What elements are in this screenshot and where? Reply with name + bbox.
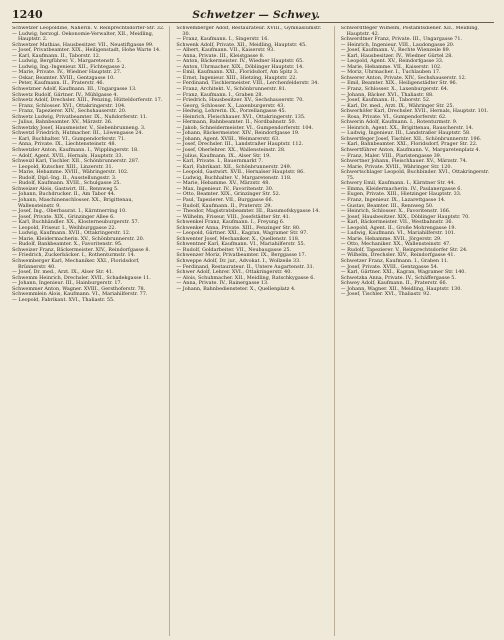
- directory-entry: — Karl, Bäckermeister. VII., Westbahnstr. 36.: [340, 219, 454, 226]
- directory-column-3: [341, 26, 494, 636]
- directory-entry: — Franz, Maler. VIII., Piaristengasse 39.: [340, 152, 442, 159]
- directory-entry: — Georg, Schlosser. X., Laxenburgerstr. 43.: [176, 102, 285, 109]
- directory-entry: — Johann, Agent. XVIII., Weimarerstr. 63.: [176, 135, 280, 142]
- directory-entry: Schwenker Anna, Private. XIII., Penzinger Str. 80.: [176, 224, 301, 231]
- directory-entry: — Marie, Private. XVIII., Währinger Str. 120.: [340, 163, 452, 170]
- directory-entry: — Karl, Buchhalter. VI., Gumpendorferstr. 71.: [12, 135, 126, 142]
- directory-entry: — Leopold, Fabrikant. XVI., Thaliastr. 55.: [12, 296, 115, 303]
- directory-entry: — Gustav, Beamter. III., Rennweg 50.: [340, 202, 434, 209]
- directory-entry: — Oskar, Beamter. XVIII., Gentzgasse 10.: [12, 74, 115, 81]
- directory-entry: — Karl, Private. I., Bauernmarkt 7.: [176, 158, 263, 165]
- directory-entry: — Karl, Bahnbeamter. XXI., Floridsdorf, Prager Str. 22.: [340, 141, 478, 148]
- directory-entry: Schwemmlein Alois, Kaufmann. VI., Mariahilferstr. 77.: [12, 291, 148, 298]
- directory-entry: — Marie, Hebamme. XVII., Jörgerstr. 29.: [340, 235, 442, 242]
- directory-entry: — Hermann, Bahnbeamter. II., Nordbahnstr. 50.: [176, 119, 297, 126]
- directory-entry: — Anna, Private. IV., Rainergasse 13.: [176, 280, 269, 287]
- directory-entry: — Rudolf, Kaufmann. II., Praterstr. 29.: [176, 202, 272, 209]
- directory-entry: — Theodor, Magistratsbeamter. III., Rasumofskygasse 14.: [176, 208, 320, 215]
- directory-entry: — Friedrich, Zuckerbäcker. I., Rothenturmstr. 14.: [12, 252, 136, 259]
- directory-entry: Schwertner Johann, Fleischhauer. XV., Märzstr. 74.: [340, 158, 468, 165]
- directory-entry: — Ludwig, Ingenieur. III., Landstraßer Hauptstr. 58.: [340, 130, 471, 137]
- directory-entry: Schwemm Heinrich, Drechsler. XVII., Schadekgasse 11.: [12, 274, 151, 281]
- directory-entry: Schwerdtfeger Wilhelm, Postamtsdiener. XII., Meidling, Hauptstr. 42.: [340, 26, 480, 37]
- directory-entry: Schwerer Anton, Private. XIV., Sechshauserstr. 12.: [340, 74, 467, 81]
- directory-entry: — Leopold, Gastwirt. XVII., Hernalser Hauptstr. 86.: [176, 169, 305, 176]
- directory-entry: — Josef, Drechsler. III., Landstraßer Hauptstr. 112.: [176, 141, 304, 148]
- directory-entry: — Franz, Tapezierer. XIV., Sechshauserstr. 20.: [12, 108, 127, 115]
- directory-entry: Schwertfeger Josef, Tischler. XII., Schönbrunnerstr. 196.: [340, 135, 482, 142]
- directory-entry: Schwenzer Moriz, Privatbeamter. IX., Berggasse 17.: [176, 252, 307, 259]
- directory-entry: — Rudolf, Dipl.-Ing. II., Ausstellungsstr. 3.: [12, 174, 117, 181]
- directory-entry: — Rudolf, Goldarbeiter. VII., Neubaugasse 25.: [176, 246, 292, 253]
- directory-entry: — Ludwig, Kaufmann. XVII., Ottakringerstr. 12.: [12, 230, 131, 237]
- directory-entry: — Franz, Schlosser. XVI., Ottakringerstr. 104.: [12, 102, 126, 109]
- directory-entry: — Paul, Tapezierer. VII., Burggasse 66.: [176, 196, 274, 203]
- directory-entry: Schwerin Adolf, Kaufmann. I., Rotenturmstr. 9.: [340, 119, 458, 126]
- directory-entry: Schwetzka Anna, Private. IV., Schäffergasse 5.: [340, 274, 456, 281]
- directory-entry: — Josef, Hausbesitzer. XIX., Döblinger Hauptstr. 70.: [340, 213, 470, 220]
- directory-entry: — Leopold, Agent. II., Große Mohrengasse 19.: [340, 224, 457, 231]
- directory-entry: Schweizl Karl, Tischler. XII., Schönbrunnerstr. 287.: [12, 158, 140, 165]
- directory-entry: — Franz, Schlosser. X., Laxenburgerstr. 64.: [340, 86, 449, 93]
- directory-entry: — Johann, Maschinenschlosser. XX., Brigittenau, Wallensteinstr. 9.: [12, 196, 134, 209]
- directory-entry: Schwey Adolf, Kaufmann. II., Praterstr. 66.: [340, 280, 448, 287]
- directory-entry: — Johann, Bäcker. XVI., Thaliastr. 88.: [340, 91, 434, 98]
- directory-entry: — Moriz, Uhrmacher. I., Tuchlauben 17.: [340, 69, 441, 76]
- directory-entry: — Heinrich, Agent. XX., Brigittenau, Rauscherstr. 14.: [340, 124, 474, 131]
- directory-entry: Schwetz Adolf, Drechsler. XIII., Penzing, Hütteldorferstr. 17.: [12, 97, 163, 104]
- directory-entry: — Josef, Oberlehrer. XX., Wallensteinstr. 28.: [176, 147, 286, 154]
- directory-entry: — Johann, Bahnbediensteter. X., Quellenplatz 4.: [176, 285, 296, 292]
- directory-entry: — Leopold, Friseur. I., Weihburggasse 22.: [12, 224, 117, 231]
- directory-column-2: [176, 26, 334, 636]
- directory-entry: Schwetzl Friedrich, Hutmacher. III., Löwengasse 24.: [12, 130, 144, 137]
- directory-entry: Schwenk Adolf, Private. XII., Meidling, Hauptstr. 45.: [176, 41, 307, 48]
- directory-entry: Schwetz Ludwig, Privatbeamter. IX., Nußdorferstr. 11.: [12, 113, 148, 120]
- directory-entry: Schweppe Adolf, Dr. jur., Advokat. I., Wollzeile 33.: [176, 257, 301, 264]
- directory-entry: — Ferdinand, Restaurateur. II., Untere Augartenstr. 31.: [176, 263, 315, 270]
- directory-entry: Schwetzer Mathias, Hausbesitzer. VII., Neustiftgasse 99.: [12, 41, 154, 48]
- directory-entry: Schwetzler Anton, Kaufmann. I., Wipplingerstr. 18.: [12, 147, 139, 154]
- directory-entry: — Ludwig, Bergführer. V., Margaretenstr. 5.: [12, 58, 122, 65]
- directory-entry: — Hedwig, Lehrerin. IX., Porzellangasse 45.: [176, 108, 287, 115]
- directory-entry: — Anna, Private. IX., Liechtensteinstr. 48.: [12, 141, 117, 148]
- directory-entry: — Rudolf, Bankbeamter. X., Favoritenstr. 95.: [12, 241, 123, 248]
- directory-entry: — Otto, Beamter. XIX., Grinzinger Str. 52.: [176, 191, 281, 198]
- directory-entry: — Adolf, Agent. XVII., Hernals, Hauptstr. 33.: [12, 152, 124, 159]
- directory-entry: — Josef, Private. XIX., Grinzinger Allee 6.: [12, 213, 115, 220]
- directory-entry: Schwetzer Leopoldine, Näherin. V. Reinprechtsdorfer-Str. 32.: [12, 26, 165, 31]
- directory-entry: — Heinrich, Fleischhauer. XVI., Ottakringerstr. 135.: [176, 113, 306, 120]
- directory-entry: Schwertschlager Leopold, Buchbinder. XVI., Ottakringerstr. 75.: [340, 169, 490, 181]
- directory-columns: [12, 26, 494, 636]
- directory-entry: Schwetz Rudolf, Gärtner. IV., Mühlgasse 4.: [12, 91, 119, 98]
- directory-entry: — Franz, Kaufmann. I., Graben 28.: [176, 91, 264, 98]
- directory-entry: — Leopold, Gärtner. XXI., Kagran, Wagramer Str. 97.: [176, 230, 308, 237]
- directory-entry: — Max, Ingenieur. IV., Favoritenstr. 30.: [176, 185, 274, 192]
- directory-entry: — Johann, Buchdrucker. II., Am Tabor 44.: [12, 191, 116, 198]
- directory-entry: — Ludwig, Buchhalter. V., Margaretenstr. 118.: [176, 174, 292, 181]
- directory-entry: — Rudolf, Tapezierer. V., Reinprechtsdorfer Str. 24.: [340, 246, 468, 253]
- directory-entry: — Josef, Ing., Oberbaurat. I., Kärntnerring 10.: [12, 208, 127, 215]
- directory-entry: — Leopold, Kutscher. XIII., Linzerstr. 31.: [12, 163, 114, 170]
- directory-entry: — Josef, Privatbeamter. XIX., Heiligenstadt, Hohe Warte 14.: [12, 47, 161, 54]
- directory-entry: — Ludwig, Ing.-Ingenieur. XII., Fichtegasse 2.: [12, 63, 127, 70]
- directory-column-1: [12, 26, 170, 636]
- directory-entry: — Ferdinand, Tischlermeister. VIII., Lerchenfelderstr. 34.: [176, 80, 319, 87]
- directory-entry: Schwerdtner Franz, Private. III., Ungargasse 71.: [340, 36, 463, 43]
- directory-entry: — Heinrich, Ingenieur. VIII., Laudongasse 20.: [340, 41, 455, 48]
- directory-entry: — Karl, Dr. med., Arzt. IX., Währinger Str. 25.: [340, 102, 455, 109]
- directory-entry: — Josef, Tischler. XVI., Thaliastr. 92.: [340, 291, 431, 298]
- directory-entry: — Ludwig, herzogl. Oekonomie-Verwalter, XII., Meidling, Hauptstr. 2.: [12, 30, 154, 43]
- directory-entry: — Rosa, Private. VI., Gumpendorferstr. 62.: [340, 113, 447, 120]
- directory-entry: — Heinrich, Schlosser. X., Favoritenstr. 166.: [340, 208, 451, 215]
- directory-entry: — Rudolf, Kaufmann. XVIII., Schulgasse 25.: [12, 180, 121, 187]
- directory-entry: — Johann, Ingenieur. III., Hainburgerstr. 17.: [12, 280, 123, 287]
- directory-entry: — Emma, Kleidermacherin. IV., Paulanergasse 6.: [340, 185, 462, 192]
- directory-entry: Schweizer Alois, Gastwirt. III., Rennweg 5.: [12, 185, 119, 192]
- directory-entry: — Marie, Private. IV., Wiedner Hauptstr. 27.: [12, 69, 122, 76]
- directory-entry: — Franz, Architekt. V., Schönbrunnerstr. 81.: [176, 86, 287, 93]
- directory-entry: — Ernst, Ingenieur. XIII., Hietzing, Hauptstr. 22.: [176, 74, 297, 81]
- directory-entry: — Peter, Kaufmann. II., Praterstr. 46.: [12, 80, 105, 87]
- directory-entry: — Josef, Private. XVIII., Gentzgasse 54.: [340, 263, 439, 270]
- directory-entry: — Johann, Bäckermeister. XIV., Reindorfgasse 19.: [176, 130, 300, 137]
- directory-entry: — Marie, Hebamme. VII., Kaiserstr. 102.: [340, 63, 442, 70]
- directory-entry: — Marie, Hebamme. XV., Märzstr. 48.: [176, 180, 270, 187]
- directory-entry: — Karl, Kaufmann. II., Taborstr. 12.: [12, 52, 101, 59]
- directory-entry: — Friedrich, Hausbesitzer. XV., Sechshauserstr. 70.: [176, 97, 304, 104]
- page-number: 1240: [12, 8, 43, 21]
- directory-entry: — Karl, Hausbesitzer. IV., Wiedner Gürtel 28.: [340, 52, 453, 59]
- directory-entry: — Otto, Mechaniker. XX., Wallensteinstr. 47.: [340, 241, 451, 248]
- directory-entry: Schwery Emil, Kaufmann. I., Kärntner Str. 44.: [340, 180, 456, 187]
- directory-entry: Schwerhöfer Karl, Drechsler. XVII., Hernals, Hauptstr. 101.: [340, 108, 489, 115]
- directory-entry: — Anton, Uhrmacher. XIX., Döblinger Hauptstr. 14.: [176, 63, 304, 70]
- directory-entry: — Emil, Kaufmann. XXI., Floridsdorf, Am Spitz 3.: [176, 69, 299, 76]
- directory-entry: — Karl, Buchhändler. XX., Klosterneuburgerstr. 57.: [12, 219, 140, 226]
- directory-entry: — Emil, Beamter. XIX., Heiligenstädter Str. 96.: [340, 80, 458, 87]
- directory-entry: — Josef, Dr. med., Arzt. IX., Alser Str. 41.: [12, 269, 114, 276]
- directory-entry: Schwentner Karl, Kaufmann. VI., Mariahilferstr. 55.: [176, 241, 306, 248]
- directory-entry: — Albert, Kaufmann. VII., Kaiserstr. 93.: [176, 47, 275, 54]
- directory-entry: — Alois, Schuhmacher. XII., Meidling, Ratschkygasse 6.: [176, 274, 315, 281]
- directory-entry: — Josef, Kaufmann. V., Rechte Wienzeile 89.: [340, 47, 451, 54]
- directory-entry: — Jakob, Schneidermeister. VI., Gumpendorferstr. 104.: [176, 124, 314, 131]
- directory-entry: — Karl, Fabrikant. XII., Schönbrunnerstr. 249.: [176, 163, 292, 170]
- directory-entry: Schwetzer Franz, Kaufmann. I., Graben 11.: [340, 257, 449, 264]
- directory-entry: Schwer Adolf, Lehrer. XVI., Ottakringerstr. 40.: [176, 269, 292, 276]
- directory-entry: — Johann, Wagner. XII., Meidling, Hauptstr. 130.: [340, 285, 462, 292]
- page-header: [12, 8, 494, 23]
- page-title: Schwetzer — Schwey.: [192, 9, 321, 21]
- directory-entry: — Eugen, Private. XIII., Hietzinger Hauptstr. 33.: [340, 191, 462, 198]
- directory-entry: — Franz, Ingenieur. IX., Lazarettgasse 14.: [340, 196, 446, 203]
- directory-entry: — Wilhelm, Friseur. VIII., Josefstädter Str. 41.: [176, 213, 291, 220]
- directory-entry: — Ludwig, Kaufmann. VI., Mariahilferstr. 101.: [340, 230, 456, 237]
- directory-entry: — Julius, Kaufmann. IX., Alser Str. 19.: [176, 152, 271, 159]
- directory-entry: — Marie, Kleidermacherin. XV., Schönbrunnerstr. 20.: [12, 235, 145, 242]
- directory-entry: — Julius, Bahnbeamter. XV., Märzstr. 36.: [12, 119, 113, 126]
- directory-entry: Schwertführer Anton, Kaufmann. V., Margaretenplatz 4.: [340, 147, 481, 154]
- directory-entry: — Wilhelm, Drechsler. XIV., Reindorfgasse 41.: [340, 252, 456, 259]
- directory-entry: Schweizer Franz, Bäckermeister. XIV., Reindorfgasse 8.: [12, 246, 150, 253]
- directory-entry: Schwemberger Adolf, Restaurateur. XVIII., Gymnasiumstr. 30.: [176, 26, 322, 37]
- directory-entry: — Karl, Gärtner. XXI., Kagran, Wagramer Str. 140.: [340, 269, 466, 276]
- directory-entry: Schwemberger Karl, Mechaniker. XXI., Floridsdorf, Brünnerstr. 40.: [12, 257, 140, 270]
- directory-entry: Schwenter Josef, Mechaniker. X., Quellenstr. 118.: [176, 235, 300, 242]
- directory-entry: — Franz, Kaufmann. I., Singerstr. 16.: [176, 36, 269, 43]
- directory-entry: — Leopold, Agent. XV., Reindorfgasse 33.: [340, 58, 444, 65]
- directory-entry: — Josef, Kaufmann. II., Taborstr. 52.: [340, 97, 431, 104]
- directory-entry: — Anna, Private. III., Kleistgasse 8.: [176, 52, 265, 59]
- directory-entry: — Marie, Hebamme. XVIII., Währingerstr. 102.: [12, 169, 129, 176]
- directory-entry: Schwenkel Franz, Kaufmann. I., Freyung 6.: [176, 219, 285, 226]
- directory-entry: — Anton, Bäckermeister. IV., Wiedner Hauptstr. 65.: [176, 58, 304, 65]
- directory-entry: Schwetzner Adolf, Kaufmann. III., Ungargasse 13.: [12, 86, 137, 93]
- directory-entry: Schwemmer Anton, Wagner. XVIII., Gersthoferstr. 78.: [12, 285, 146, 292]
- directory-entry: Schwetzky Josef, Hausmeister. V., Siebenbrunneng. 3.: [12, 124, 146, 131]
